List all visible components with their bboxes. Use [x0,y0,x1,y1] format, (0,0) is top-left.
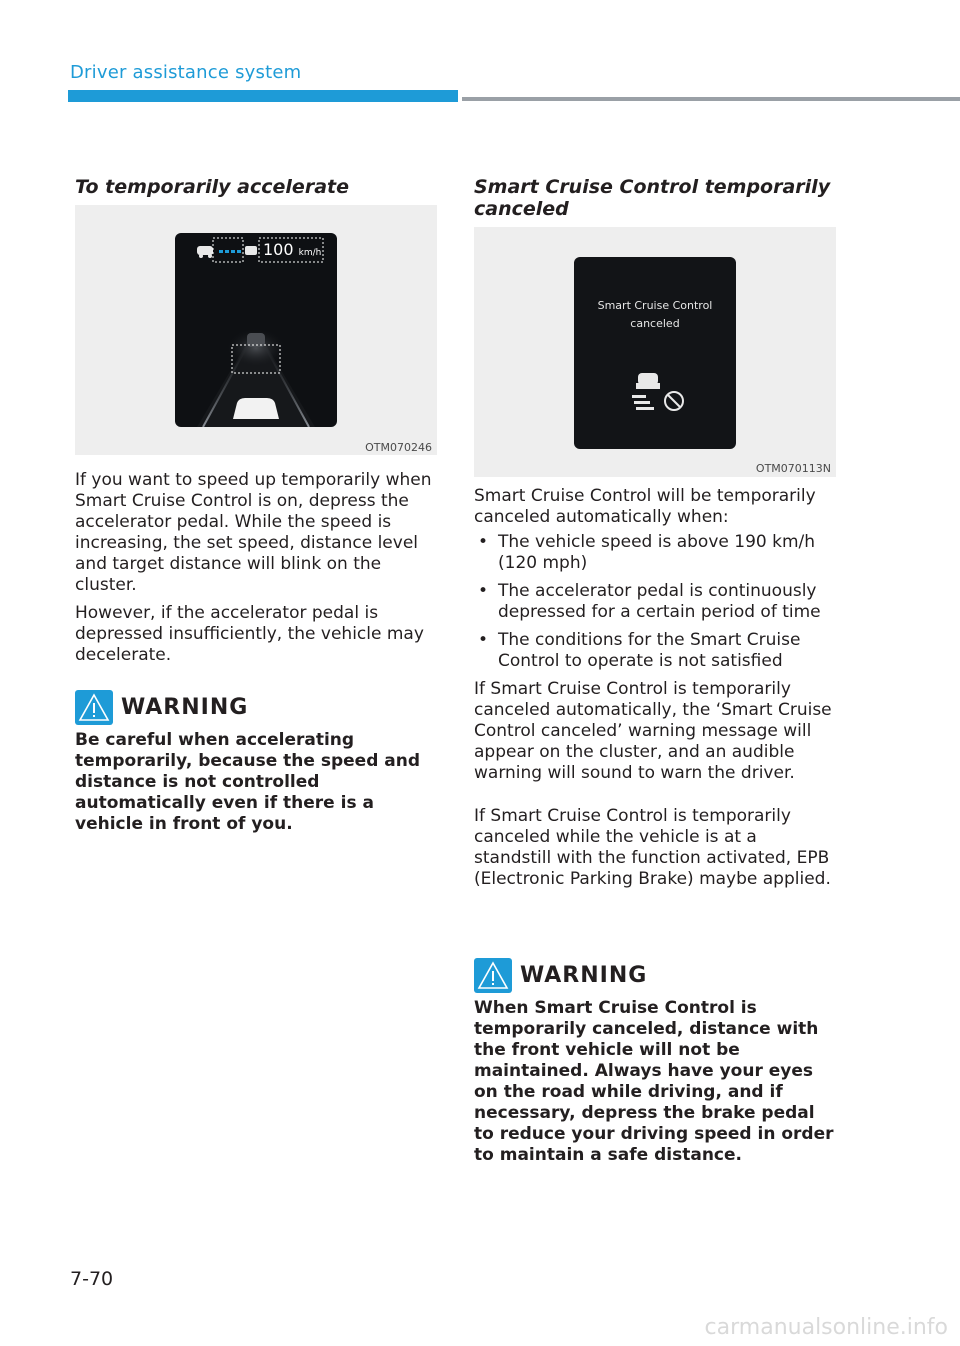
paragraph: If Smart Cruise Control is temporarily canceled while the vehicle is at a standstill with the function activated, EPB (Electronic Parking Brake) maybe applied. [474,806,831,889]
watermark: carmanualsonline.info [704,1315,948,1340]
warning-icon [75,690,113,725]
list-item: • The vehicle speed is above 190 km/h (120 mph) [474,532,836,574]
cruise-canceled-icon [630,367,690,417]
figure-code: OTM070113N [755,462,831,475]
header-rule-accent [68,90,458,102]
distance-dots-icon [219,250,241,253]
header-rule [462,97,960,101]
warning-icon [474,958,512,993]
cluster-display [574,257,736,449]
warning-title: WARNING [121,695,249,720]
paragraph: However, if the accelerator pedal is depressed insufficiently, the vehicle may decelerate. [75,603,424,665]
figure-accelerate [75,205,437,455]
list-item: • The conditions for the Smart Cruise Control to operate is not satisfied [474,630,836,672]
paragraph: If you want to speed up temporarily when Smart Cruise Control is on, depress the accelerator pedal. While the speed is increasing, the set speed, distance level and target distance will blink on the cluster. [75,470,432,595]
set-speed-unit: km/h [298,248,322,258]
right-body [474,486,836,897]
left-heading: To temporarily accelerate [75,176,349,198]
cluster-display [175,233,337,427]
figure-canceled [474,227,836,477]
page-number: 7-70 [70,1268,114,1290]
own-vehicle-icon [245,246,257,255]
front-vehicle-icon [197,246,213,258]
paragraph: If Smart Cruise Control is temporarily canceled automatically, the ‘Smart Cruise Control canceled’ warning message will appear on the cluster, and an audible warning will sound to warn the driver. [474,679,832,783]
left-body [75,470,437,673]
condition-list [474,532,836,672]
intro-paragraph: Smart Cruise Control will be temporarily canceled automatically when: [474,486,816,527]
set-speed-readout [263,240,323,259]
warning-text: When Smart Cruise Control is temporarily canceled, distance with the front vehicle will not be maintained. Always have your eyes on the road while driving, and if necessary, depress the brake pedal to reduce your driving speed in order to maintain a safe distance. [474,998,834,1165]
right-warning [474,958,836,1166]
warning-title: WARNING [520,963,648,988]
list-item: • The accelerator pedal is continuously depressed for a certain period of time [474,581,836,623]
left-warning [75,690,437,835]
warning-text: Be careful when accelerating temporarily, because the speed and distance is not controlled automatically even if there is a vehicle in front of you. [75,730,421,834]
right-heading: Smart Cruise Control temporarily canceled [474,176,831,220]
set-speed-value: 100 [263,240,294,259]
cluster-message: Smart Cruise Control canceled [597,299,713,330]
cluster-graphic [175,233,337,427]
section-header: Driver assistance system [70,62,302,83]
figure-code: OTM070246 [365,441,432,454]
